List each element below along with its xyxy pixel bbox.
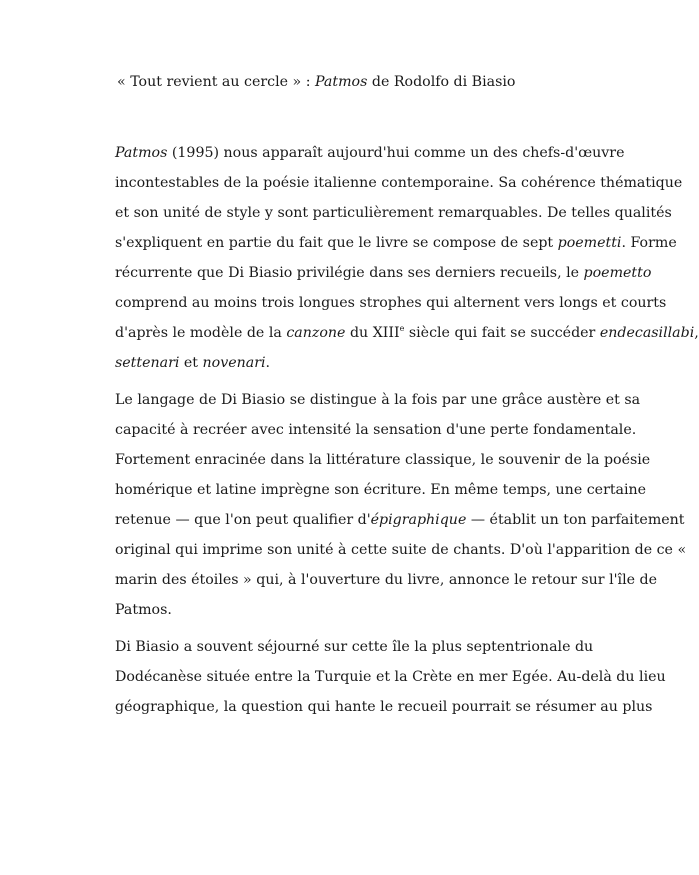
paragraph bbox=[113, 138, 699, 378]
document-page bbox=[113, 70, 699, 729]
document-body bbox=[113, 138, 699, 722]
text-segment: Le langage de Di Biasio se distingue à la fois par une grâce austère et sa bbox=[115, 392, 641, 408]
text-line bbox=[113, 565, 657, 595]
paragraph bbox=[113, 632, 666, 722]
text-segment: récurrente que Di Biasio privilégie dans ses derniers recueils, le bbox=[115, 265, 584, 281]
text-line bbox=[113, 348, 578, 378]
italic-text: poemetto bbox=[583, 265, 652, 281]
text-line bbox=[113, 258, 652, 288]
text-segment: siècle qui fait se succéder bbox=[404, 325, 600, 341]
title-quote: « Tout revient au cercle » : bbox=[117, 74, 316, 90]
text-line bbox=[113, 662, 666, 692]
text-line bbox=[113, 445, 651, 475]
text-segment: Dodécanèse située entre la Turquie et la Crète en mer Egée. Au-delà du lieu bbox=[115, 669, 666, 685]
text-line bbox=[113, 415, 637, 445]
text-segment: marin des étoiles » qui, à l'ouverture du livre, annonce le retour sur l'île de bbox=[115, 572, 657, 588]
text-line bbox=[113, 198, 672, 228]
text-segment: incontestables de la poésie italienne contemporaine. Sa cohérence thématique bbox=[115, 175, 683, 191]
text-line bbox=[113, 385, 641, 415]
text-segment: et bbox=[179, 355, 203, 371]
title-rest: de Rodolfo di Biasio bbox=[367, 74, 516, 90]
text-segment: . Forme bbox=[621, 235, 677, 251]
italic-text: endecasillabi bbox=[599, 325, 695, 341]
text-segment: — établit un ton parfaitement bbox=[466, 512, 685, 528]
text-line bbox=[113, 228, 677, 258]
text-segment: original qui imprime son unité à cette suite de chants. D'où l'apparition de ce « bbox=[115, 542, 687, 558]
document-title bbox=[117, 70, 578, 94]
text-line bbox=[113, 595, 578, 625]
text-line bbox=[113, 692, 653, 722]
italic-text: canzone bbox=[286, 325, 346, 341]
text-segment: (1995) nous apparaît aujourd'hui comme un des chefs-d'œuvre bbox=[167, 145, 625, 161]
title-work: Patmos bbox=[315, 74, 368, 90]
superscript-text: e bbox=[399, 324, 405, 333]
paragraph bbox=[113, 385, 687, 625]
text-line bbox=[113, 475, 647, 505]
text-segment: , bbox=[694, 325, 699, 341]
italic-text: poemetti bbox=[557, 235, 622, 251]
italic-text: novenari bbox=[202, 355, 266, 371]
text-segment: retenue — que l'on peut qualifier d' bbox=[115, 512, 371, 528]
text-segment: géographique, la question qui hante le recueil pourrait se résumer au plus bbox=[115, 699, 653, 715]
text-line bbox=[113, 505, 685, 535]
text-segment: Di Biasio a souvent séjourné sur cette île la plus septentrionale du bbox=[115, 639, 594, 655]
text-segment: Patmos. bbox=[115, 602, 172, 618]
text-line bbox=[113, 138, 625, 168]
text-line bbox=[113, 318, 699, 348]
text-segment: homérique et latine imprègne son écriture. En même temps, une certaine bbox=[115, 482, 647, 498]
text-line bbox=[113, 632, 594, 662]
text-line bbox=[113, 288, 667, 318]
text-segment: Fortement enracinée dans la littérature classique, le souvenir de la poésie bbox=[115, 452, 651, 468]
italic-text: Patmos bbox=[115, 145, 168, 161]
text-segment: s'expliquent en partie du fait que le livre se compose de sept bbox=[115, 235, 558, 251]
text-line bbox=[113, 535, 687, 565]
text-segment: du XIII bbox=[345, 325, 400, 341]
text-segment: comprend au moins trois longues strophes qui alternent vers longs et courts bbox=[115, 295, 667, 311]
text-line bbox=[113, 168, 683, 198]
italic-text: épigraphique bbox=[370, 512, 467, 528]
italic-text: settenari bbox=[115, 355, 180, 371]
text-segment: . bbox=[265, 355, 271, 371]
text-segment: et son unité de style y sont particulièrement remarquables. De telles qualités bbox=[115, 205, 672, 221]
text-segment: capacité à recréer avec intensité la sensation d'une perte fondamentale. bbox=[115, 422, 637, 438]
text-segment: d'après le modèle de la bbox=[115, 325, 287, 341]
